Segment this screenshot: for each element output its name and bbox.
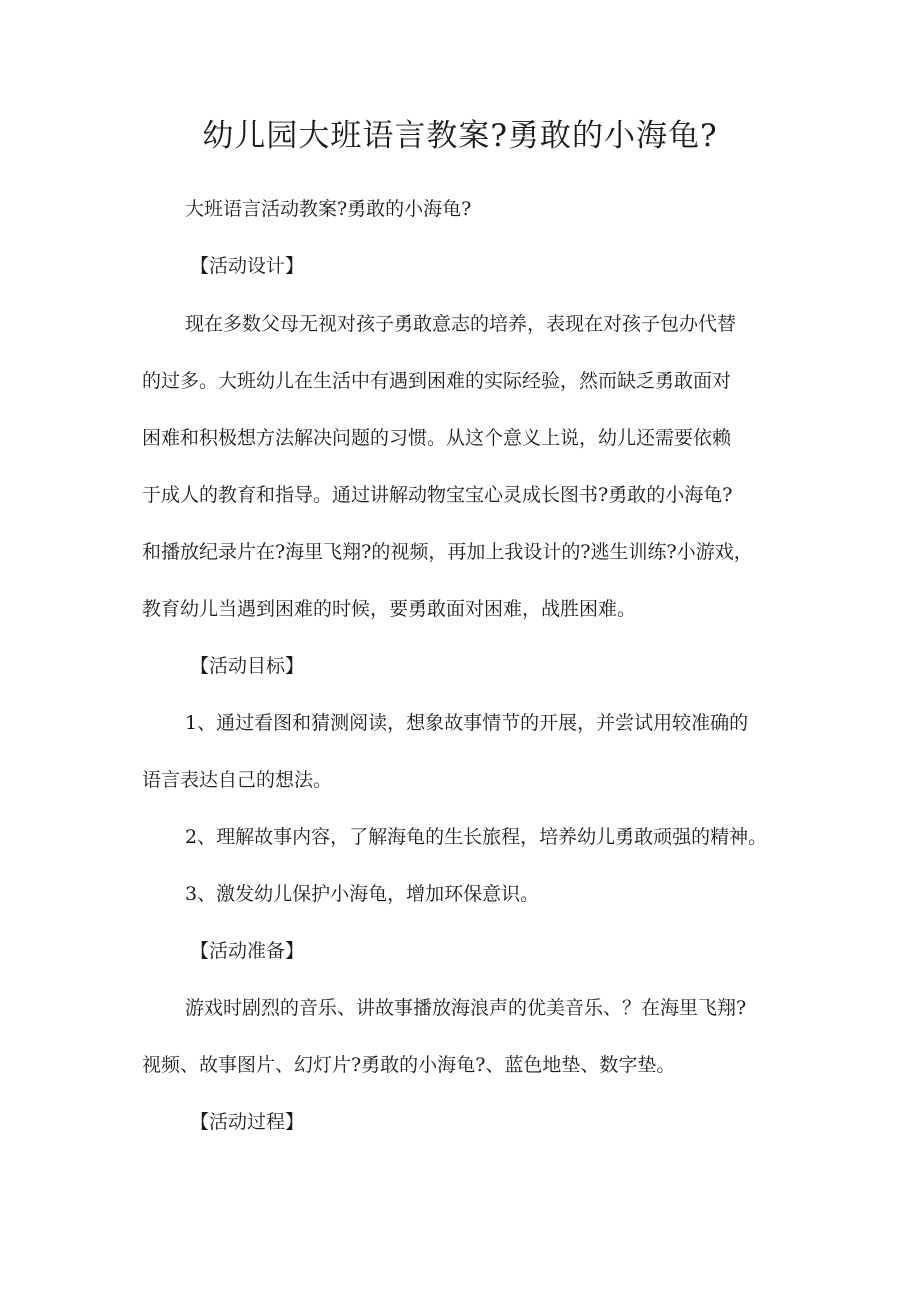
paragraph-line: 游戏时剧烈的音乐、讲故事播放海浪声的优美音乐、？在海里飞翔? [185,997,747,1019]
goal-item-2: 2、理解故事内容，了解海龟的生长旅程，培养幼儿勇敢顽强的精神。 [185,826,768,848]
paragraph-line: 视频、故事图片、幻灯片?勇敢的小海龟?、蓝色地垫、数字垫。 [142,1054,676,1076]
paragraph-line: 困难和积极想方法解决问题的习惯。从这个意义上说，幼儿还需要依赖 [142,427,732,449]
section-heading-goals: 【活动目标】 [190,655,305,677]
paragraph-line: 和播放纪录片在?海里飞翔?的视频，再加上我设计的?逃生训练?小游戏， [142,541,753,563]
section-heading-design: 【活动设计】 [190,255,305,277]
section-heading-prep: 【活动准备】 [190,940,305,962]
document-title: 幼儿园大班语言教案?勇敢的小海龟? [202,118,718,154]
paragraph-line: 现在多数父母无视对孩子勇敢意志的培养，表现在对孩子包办代替 [185,313,737,335]
paragraph-line: 教育幼儿当遇到困难的时候，要勇敢面对困难，战胜困难。 [142,598,637,620]
section-heading-process: 【活动过程】 [190,1111,305,1133]
goal-item-3: 3、激发幼儿保护小海龟，增加环保意识。 [185,883,540,905]
paragraph-line: 的过多。大班幼儿在生活中有遇到困难的实际经验，然而缺乏勇敢面对 [142,370,732,392]
goal-item-1: 1、通过看图和猜测阅读，想象故事情节的开展，并尝试用较准确的 [185,712,749,734]
paragraph-line: 于成人的教育和指导。通过讲解动物宝宝心灵成长图书?勇敢的小海龟? [142,484,733,506]
subtitle: 大班语言活动教案?勇敢的小海龟? [185,198,472,220]
goal-item-1-continued: 语言表达自己的想法。 [142,769,333,791]
